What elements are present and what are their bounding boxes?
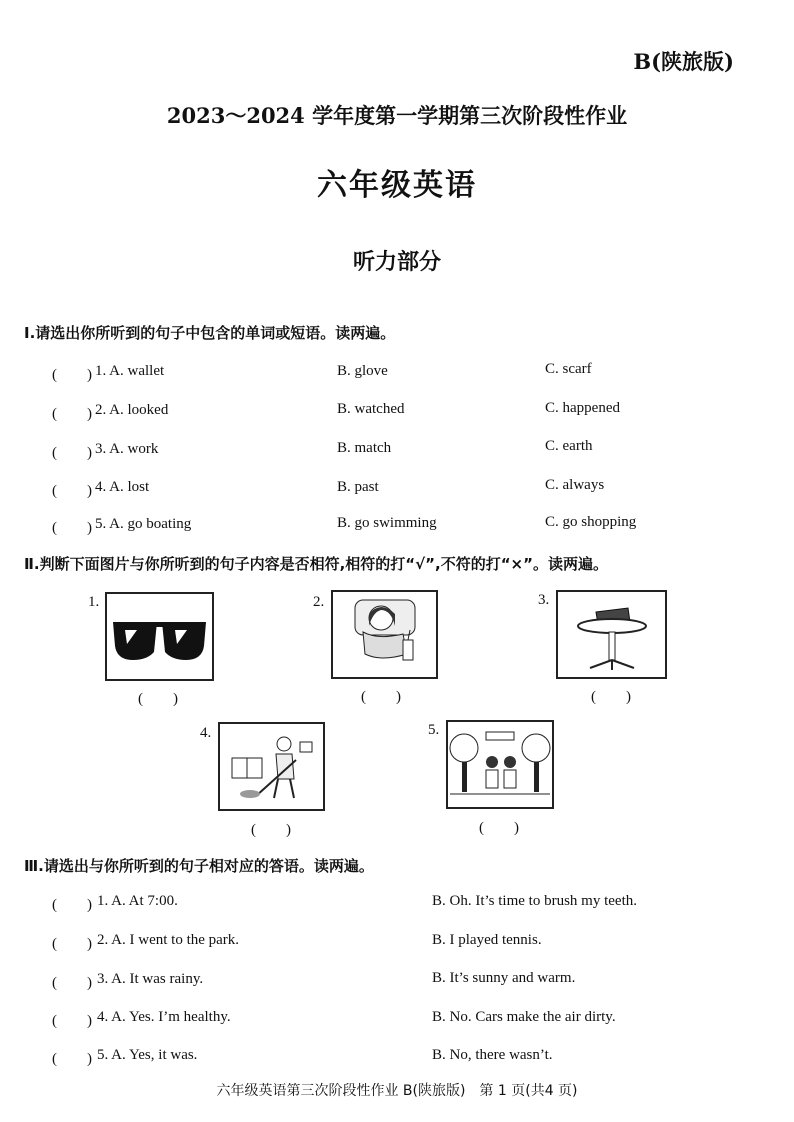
section1-instruction: Ⅰ.请选出你所听到的句子中包含的单词或短语。读两遍。 — [24, 324, 396, 342]
s1-q5-option-a: 5. A. go boating — [95, 516, 192, 532]
table-with-cake-icon — [556, 590, 667, 679]
s1-q2-option-c: C. happened — [545, 400, 620, 416]
picture-5-number: 5. — [428, 722, 440, 738]
sunglasses-icon — [105, 592, 214, 681]
s3-q1-paren[interactable]: ( ) — [52, 897, 92, 913]
s1-q3-option-b: B. match — [337, 440, 392, 456]
sweeping-floor-icon — [218, 722, 325, 811]
children-in-park-icon — [446, 720, 554, 809]
s3-q3-paren[interactable]: ( ) — [52, 975, 92, 991]
s1-q1-paren[interactable]: ( ) — [52, 367, 92, 383]
s1-q5-option-b: B. go swimming — [337, 515, 437, 531]
s1-q1-option-a: 1. A. wallet — [95, 363, 165, 379]
girl-sleeping-icon — [331, 590, 438, 679]
s3-q3-option-b: B. It’s sunny and warm. — [432, 970, 576, 986]
s3-q5-option-b: B. No, there wasn’t. — [432, 1047, 553, 1063]
s3-q2-option-a: 2. A. I went to the park. — [97, 932, 240, 948]
s1-q2-paren[interactable]: ( ) — [52, 406, 92, 422]
subject-title: 六年级英语 — [317, 168, 477, 203]
s1-q4-option-c: C. always — [545, 477, 605, 493]
s1-q1-option-b: B. glove — [337, 363, 388, 379]
picture-3-number: 3. — [538, 592, 550, 608]
s3-q5-option-a: 5. A. Yes, it was. — [97, 1047, 198, 1063]
s1-q1-option-c: C. scarf — [545, 361, 592, 377]
page-footer: 六年级英语第三次阶段性作业 B(陕旅版) 第 1 页(共4 页) — [216, 1083, 578, 1099]
picture-4-answer[interactable]: ( ) — [251, 822, 291, 838]
s1-q3-option-c: C. earth — [545, 438, 593, 454]
s3-q3-option-a: 3. A. It was rainy. — [97, 971, 204, 987]
part-title: 听力部分 — [352, 249, 441, 275]
picture-2-answer[interactable]: ( ) — [361, 689, 401, 705]
s1-q5-option-c: C. go shopping — [545, 514, 637, 530]
section3-instruction: Ⅲ.请选出与你所听到的句子相对应的答语。读两遍。 — [24, 857, 374, 875]
picture-2-number: 2. — [313, 594, 325, 610]
s1-q5-paren[interactable]: ( ) — [52, 520, 92, 536]
picture-3-answer[interactable]: ( ) — [591, 689, 631, 705]
s3-q4-paren[interactable]: ( ) — [52, 1013, 92, 1029]
s1-q2-option-a: 2. A. looked — [95, 402, 169, 418]
s3-q4-option-a: 4. A. Yes. I’m healthy. — [97, 1009, 231, 1025]
picture-1-number: 1. — [88, 594, 100, 610]
s1-q3-option-a: 3. A. work — [95, 441, 159, 457]
s1-q4-option-b: B. past — [337, 479, 379, 495]
s1-q4-paren[interactable]: ( ) — [52, 483, 92, 499]
s1-q2-option-b: B. watched — [337, 401, 405, 417]
picture-1-answer[interactable]: ( ) — [138, 691, 178, 707]
s3-q1-option-a: 1. A. At 7:00. — [97, 893, 178, 909]
picture-5-answer[interactable]: ( ) — [479, 820, 519, 836]
s3-q2-option-b: B. I played tennis. — [432, 932, 542, 948]
s1-q3-paren[interactable]: ( ) — [52, 445, 92, 461]
picture-4-number: 4. — [200, 725, 212, 741]
version-label: B(陕旅版) — [633, 49, 734, 74]
s3-q5-paren[interactable]: ( ) — [52, 1051, 92, 1067]
s3-q2-paren[interactable]: ( ) — [52, 936, 92, 952]
s3-q4-option-b: B. No. Cars make the air dirty. — [432, 1009, 616, 1025]
section2-instruction: Ⅱ.判断下面图片与你所听到的句子内容是否相符,相符的打“√”,不符的打“×”。读两遍。 — [24, 555, 608, 573]
s1-q4-option-a: 4. A. lost — [95, 479, 150, 495]
s3-q1-option-b: B. Oh. It’s time to brush my teeth. — [432, 893, 637, 909]
exam-title: 2023～2024 学年度第一学期第三次阶段性作业 — [166, 103, 628, 128]
